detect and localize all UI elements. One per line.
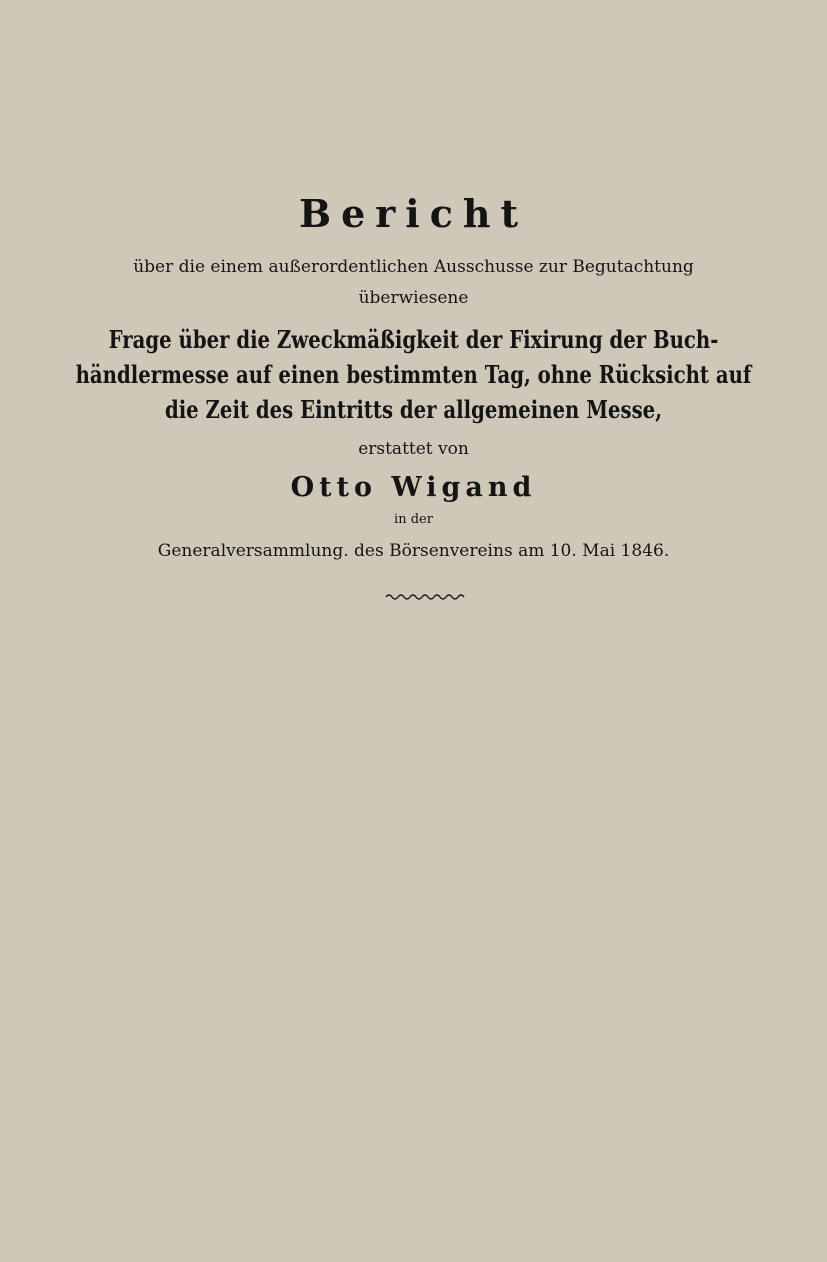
- subtitle-line-1: über die einem außerordentlichen Ausschusse zur Begutachtung: [133, 257, 694, 277]
- reported-by-text: erstattet von: [358, 439, 469, 459]
- question-line-2: händlermesse auf einen bestimmten Tag, ohne Rücksicht auf: [75, 360, 752, 389]
- wavy-rule-ornament: [384, 592, 468, 602]
- in-der-text: in der: [394, 512, 433, 527]
- document-title: Bericht: [298, 191, 529, 236]
- question-line-1: Frage über die Zweckmäßigkeit der Fixirung der Buch-: [108, 325, 719, 354]
- assembly-date-line: Generalversammlung. des Börsenvereins am 10. Mai 1846.: [157, 541, 670, 561]
- subtitle-line-2: überwiesene: [358, 288, 469, 308]
- question-line-3: die Zeit des Eintritts der allgemeinen Messe,: [164, 395, 663, 424]
- author-name: Otto Wigand: [290, 472, 537, 503]
